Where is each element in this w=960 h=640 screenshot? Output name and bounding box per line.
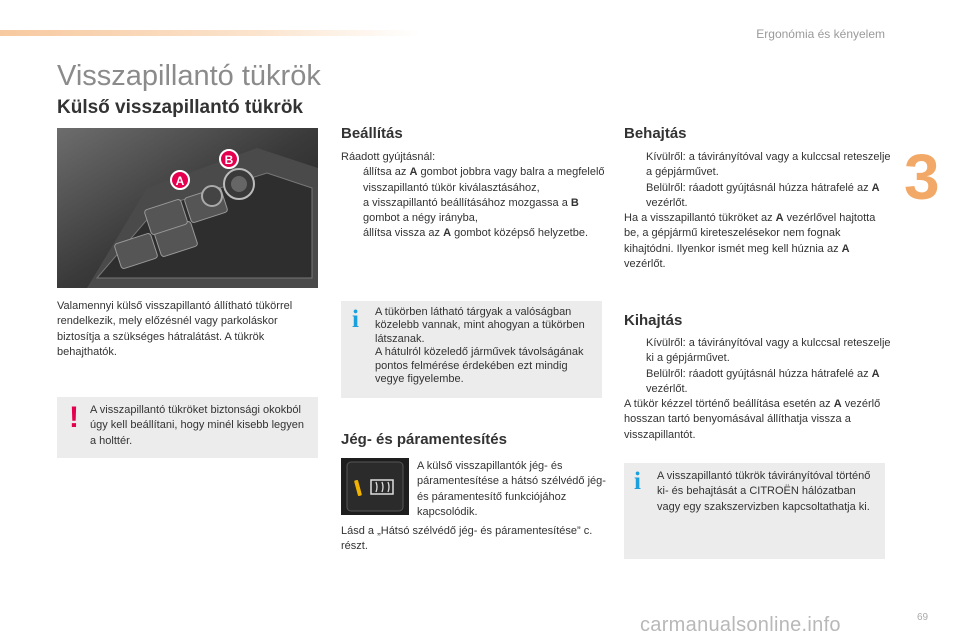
info-icon: i [634,468,641,495]
door-control-photo [57,128,318,288]
top-accent-bar [0,30,420,36]
beallitas-step-2: a visszapillantó beállításához mozgassa a B gombot a négy irányba, [363,196,579,225]
callout-b-label: B [224,153,234,167]
kihajtas-step-2: Belülről: ráadott gyújtásnál húzza hátrafelé az A vezérlőt. [646,367,880,395]
heading-beallitas: Beállítás [341,125,403,142]
page-subtitle: Külső visszapillantó tükrök [57,97,303,118]
chapter-number: 3 [904,141,940,213]
kihajtas-step-1: Kívülről: a távirányítóval vagy a kulccsal reteszelje ki a gépjárművet. [646,337,891,365]
callout-a-label: A [175,174,185,188]
jeg-paramentesites-text: A külső visszapillantók jég- és páramentesítése a hátsó szélvédő jég- és páramentesítő funkciójához kapcsolódik. [417,460,606,518]
jeg-paramentesites-reference: Lásd a „Hátsó szélvédő jég- és páramentesítése” c. részt. [341,525,593,553]
watermark: carmanualsonline.info [640,614,841,636]
heading-jeg-paramentesites: Jég- és páramentesítés [341,431,507,448]
rear-defrost-icon [341,458,409,515]
intro-paragraph: Valamennyi külső visszapillantó állítható tükörrel rendelkezik, mely előzésnél vagy parkoláskor biztosítja a szükséges hátralátást. A tükrök behajthatók. [57,300,293,358]
behajtas-section [624,150,892,272]
defrost-button-image [341,458,409,515]
page-title: Visszapillantó tükrök [57,60,321,92]
kihajtas-section [624,336,892,443]
beallitas-step-1: állítsa az A gombot jobbra vagy balra a megfelelő visszapillantó tükör kiválasztásához, [363,166,605,194]
page-number: 69 [917,612,929,623]
photo-callouts [57,128,318,288]
kihajtas-note: A tükör kézzel történő beállítása esetén az A vezérlő hosszan tartó benyomásával állíthatja vissza a visszapillantót. [624,398,881,441]
info-icon: i [352,306,359,333]
beallitas-section [341,150,606,242]
info-network-text: A visszapillantó tükrök távirányítóval történő ki- és behajtását a CITROËN hálózatban vagy egy szakszervizben kapcsoltathatja ki. [657,470,871,513]
behajtas-step-1: Kívülről: a távirányítóval vagy a kulccsal reteszelje a gépjárművet. [646,151,891,179]
beallitas-step-3: állítsa vissza az A gombot középső helyzetbe. [363,227,589,240]
heading-behajtas: Behajtás [624,125,687,142]
warning-icon: ! [69,401,79,434]
behajtas-note: Ha a visszapillantó tükröket az A vezérlővel hajtotta be, a gépjármű kireteszelésekor nem fognak kihajtódni. Ilyenkor ismét meg kell húznia az A vezérlőt. [624,212,876,271]
heading-kihajtas: Kihajtás [624,312,683,329]
warning-text: A visszapillantó tükröket biztonsági okokból úgy kell beállítani, hogy minél kisebb legyen a holttér. [90,404,305,447]
section-header: Ergonómia és kényelem [756,27,885,41]
info-mirror-distance-text: A tükörben látható tárgyak a valóságban közelebb vannak, mint ahogyan a tükörben látszanak. A hátulról közeledő járművek távolságának pontos felmérése érdekében ezt mindig vegye figyelembe. [375,306,585,386]
behajtas-step-2: Belülről: ráadott gyújtásnál húzza hátrafelé az A vezérlőt. [646,181,880,209]
beallitas-lead: Ráadott gyújtásnál: [341,151,436,163]
